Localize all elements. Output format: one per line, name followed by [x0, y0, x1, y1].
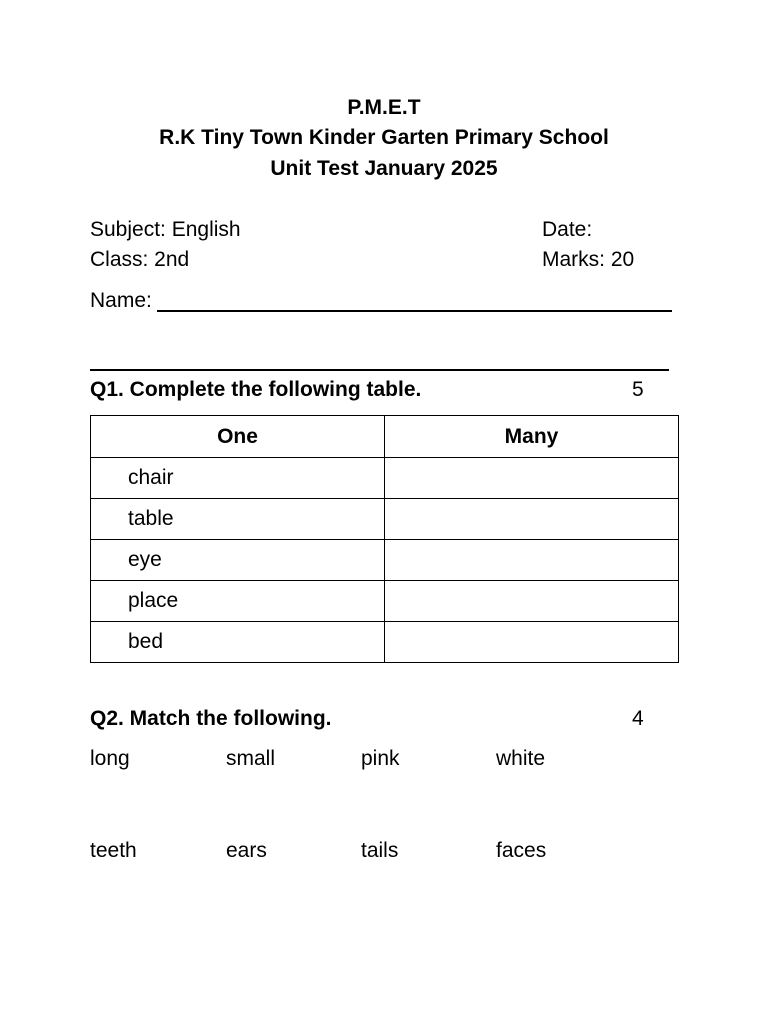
- name-label: Name:: [90, 289, 152, 312]
- match-left-item[interactable]: small: [226, 747, 276, 770]
- match-left-item[interactable]: long: [90, 747, 130, 770]
- plural-answer-cell[interactable]: [385, 540, 679, 581]
- table-row: [91, 581, 679, 622]
- column-header-many: Many: [385, 416, 679, 458]
- plural-answer-cell[interactable]: [385, 581, 679, 622]
- school-name: R.K Tiny Town Kinder Garten Primary School: [159, 126, 609, 149]
- match-right-item[interactable]: tails: [361, 839, 399, 862]
- table-row: [91, 622, 679, 663]
- table-row: [91, 458, 679, 499]
- plural-answer-cell[interactable]: [385, 458, 679, 499]
- singular-word: eye: [91, 540, 385, 581]
- school-group-title: P.M.E.T: [347, 96, 421, 119]
- match-right-item[interactable]: faces: [496, 839, 547, 862]
- singular-word: table: [91, 499, 385, 540]
- column-header-one: One: [91, 416, 385, 458]
- singular-word: bed: [91, 622, 385, 663]
- date-label: Date:: [542, 218, 593, 241]
- match-right-item[interactable]: teeth: [90, 839, 137, 862]
- plural-answer-cell[interactable]: [385, 622, 679, 663]
- name-answer-line-2[interactable]: [90, 369, 669, 371]
- marks-label: Marks: 20: [542, 248, 635, 271]
- table-row: [91, 540, 679, 581]
- singular-word: place: [91, 581, 385, 622]
- match-left-item[interactable]: pink: [361, 747, 400, 770]
- q2-marks: 4: [632, 707, 644, 730]
- q1-table: [90, 415, 679, 663]
- singular-word: chair: [91, 458, 385, 499]
- table-header-row: [91, 416, 679, 458]
- match-right-item[interactable]: ears: [226, 839, 267, 862]
- table-row: [91, 499, 679, 540]
- subject-label: Subject: English: [90, 218, 241, 241]
- q1-title: Q1. Complete the following table.: [90, 378, 422, 401]
- name-answer-line[interactable]: [157, 310, 672, 312]
- q1-marks: 5: [632, 378, 644, 401]
- plural-answer-cell[interactable]: [385, 499, 679, 540]
- q2-title: Q2. Match the following.: [90, 707, 332, 730]
- match-left-item[interactable]: white: [496, 747, 546, 770]
- class-label: Class: 2nd: [90, 248, 190, 271]
- test-title: Unit Test January 2025: [270, 157, 498, 180]
